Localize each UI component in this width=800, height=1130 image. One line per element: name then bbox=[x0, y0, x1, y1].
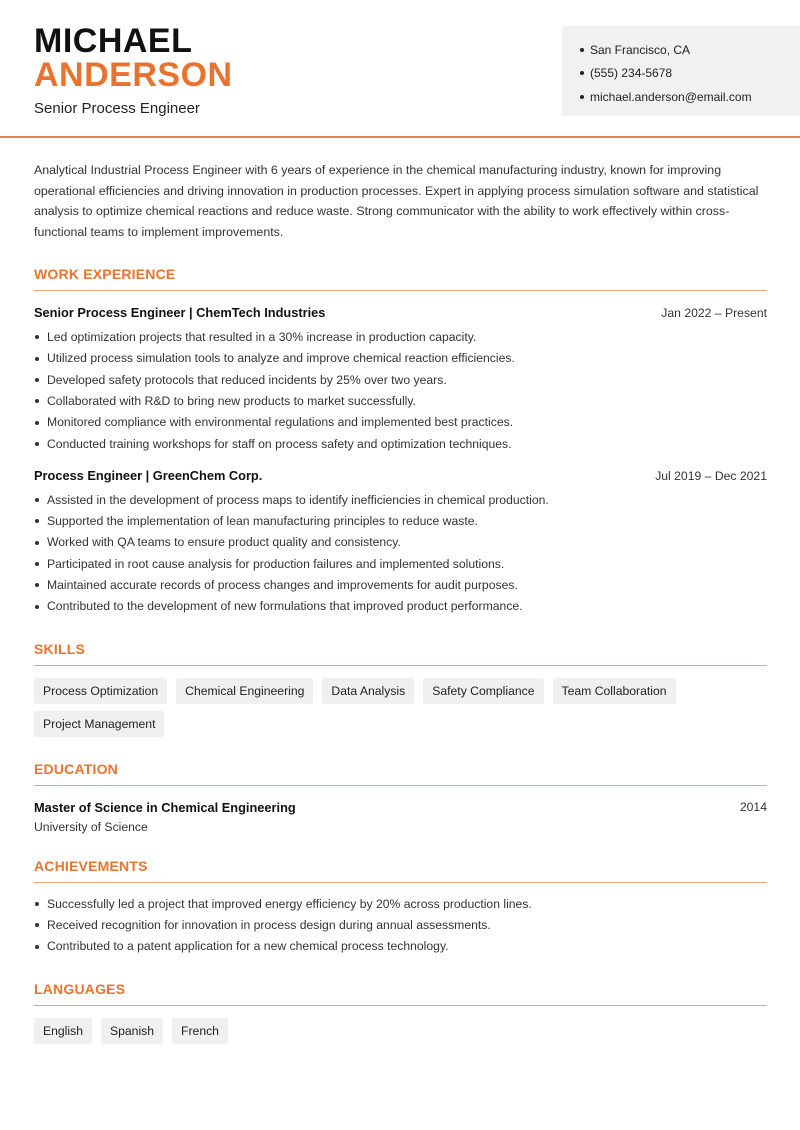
contact-phone bbox=[580, 62, 800, 86]
job-title: Senior Process Engineer bbox=[34, 100, 200, 117]
location-text: San Francisco, CA bbox=[590, 42, 691, 57]
job-entry bbox=[34, 305, 767, 454]
summary: Analytical Industrial Process Engineer with 6 years of experience in the chemical manufacturing industry, known for improving operational efficiencies and driving innovation in production processes. Expert in applying process simulation software and statistical analysis to optimize chemical reactions and reduce waste. Strong communicator with the ability to work effectively within cross-functional teams to implement improvements. bbox=[34, 163, 759, 239]
skill-tag: Team Collaboration bbox=[553, 678, 676, 704]
bullet-icon bbox=[580, 95, 584, 99]
education-year: 2014 bbox=[739, 799, 767, 814]
language-tag: English bbox=[34, 1018, 92, 1044]
achievements-heading: ACHIEVEMENTS bbox=[34, 858, 767, 883]
list-item: Contributed to the development of new formulations that improved product performance. bbox=[34, 596, 767, 617]
education-heading: EDUCATION bbox=[34, 761, 767, 786]
job-title-1: Process Engineer | GreenChem Corp. bbox=[34, 468, 263, 484]
list-item: Utilized process simulation tools to analyze and improve chemical reaction efficiencies. bbox=[34, 348, 767, 369]
bullet-icon bbox=[580, 71, 584, 75]
skills-heading: SKILLS bbox=[34, 641, 767, 666]
list-item: Assisted in the development of process maps to identify inefficiencies in chemical production. bbox=[34, 489, 767, 510]
skill-tag: Data Analysis bbox=[322, 678, 414, 704]
job-entry bbox=[34, 468, 767, 617]
resume-body bbox=[34, 160, 767, 1044]
list-item: Developed safety protocols that reduced incidents by 25% over two years. bbox=[34, 369, 767, 390]
phone-text: (555) 234-5678 bbox=[590, 66, 673, 81]
bullet-icon bbox=[580, 48, 584, 52]
job-bullets-1 bbox=[34, 489, 767, 617]
job-bullets-0 bbox=[34, 326, 767, 454]
languages-heading: LANGUAGES bbox=[34, 981, 767, 1006]
list-item: Supported the implementation of lean manufacturing principles to reduce waste. bbox=[34, 510, 767, 531]
list-item: Maintained accurate records of process changes and improvements for audit purposes. bbox=[34, 574, 767, 595]
education-degree: Master of Science in Chemical Engineering bbox=[34, 799, 296, 815]
list-item: Successfully led a project that improved energy efficiency by 20% across production lines. bbox=[34, 893, 767, 914]
last-name: ANDERSON bbox=[34, 56, 233, 94]
list-item: Contributed to a patent application for a new chemical process technology. bbox=[34, 936, 767, 957]
skill-tag: Safety Compliance bbox=[423, 678, 543, 704]
job-dates-0: Jan 2022 – Present bbox=[661, 305, 767, 320]
achievements-list bbox=[34, 893, 767, 957]
list-item: Led optimization projects that resulted in a 30% increase in production capacity. bbox=[34, 326, 767, 347]
resume-header bbox=[0, 0, 800, 138]
skills-list bbox=[34, 678, 767, 737]
list-item: Participated in root cause analysis for production failures and implemented solutions. bbox=[34, 553, 767, 574]
job-title-0: Senior Process Engineer | ChemTech Industries bbox=[34, 305, 326, 321]
job-dates-1: Jul 2019 – Dec 2021 bbox=[655, 468, 767, 483]
languages-list bbox=[34, 1018, 767, 1044]
skill-tag: Process Optimization bbox=[34, 678, 167, 704]
list-item: Monitored compliance with environmental regulations and implemented best practices. bbox=[34, 412, 767, 433]
list-item: Received recognition for innovation in process design during annual assessments. bbox=[34, 914, 767, 935]
language-tag: French bbox=[172, 1018, 228, 1044]
list-item: Worked with QA teams to ensure product quality and consistency. bbox=[34, 532, 767, 553]
contact-email bbox=[580, 85, 800, 109]
language-tag: Spanish bbox=[101, 1018, 163, 1044]
skill-tag: Chemical Engineering bbox=[176, 678, 313, 704]
list-item: Collaborated with R&D to bring new products to market successfully. bbox=[34, 390, 767, 411]
list-item: Conducted training workshops for staff on process safety and optimization techniques. bbox=[34, 433, 767, 454]
first-name: MICHAEL bbox=[34, 22, 193, 60]
email-text: michael.anderson@email.com bbox=[590, 89, 752, 104]
skill-tag: Project Management bbox=[34, 711, 164, 737]
contact-panel bbox=[562, 26, 800, 116]
education-school: University of Science bbox=[34, 819, 148, 834]
work-experience-heading: WORK EXPERIENCE bbox=[34, 266, 767, 291]
contact-location bbox=[580, 38, 800, 62]
